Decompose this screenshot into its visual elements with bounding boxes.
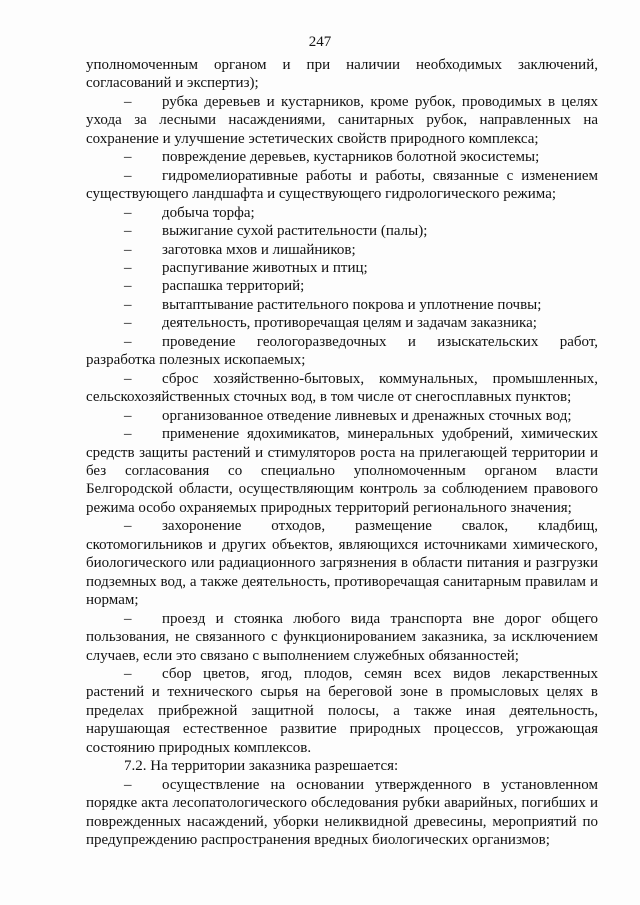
dash-marker: – (124, 370, 132, 387)
dash-marker: – (124, 93, 132, 110)
dash-marker: – (124, 610, 132, 627)
document-body (86, 56, 598, 849)
allowed-list-item (86, 776, 598, 850)
section-heading: 7.2. На территории заказника разрешается: (124, 758, 399, 775)
dash-marker: – (124, 167, 132, 184)
dash-marker: – (124, 204, 132, 221)
list-item-text: применение ядохимикатов, минеральных удобрений, химических средств защиты растений и стимуляторов роста на прилегающей территории и без согласования со специально уполномоченным органом власти Белгородской области, осуществляющим контроль за соблюдением правового режима особо охраняемых природных территорий регионального значения; (86, 426, 598, 516)
list-item-text: проведение геологоразведочных и изыскательских работ, разработка полезных ископаемых; (86, 333, 598, 369)
list-item (86, 296, 598, 314)
list-item-text: захоронение отходов, размещение свалок, кладбищ, скотомогильников и других объектов, являющихся источниками химического, биологического или радиационного загрязнения в области питания и разгрузки подземных вод, а также деятельность, противоречащая санитарным правилам и нормам; (86, 518, 598, 609)
list-item-text: сброс хозяйственно-бытовых, коммунальных, промышленных, сельскохозяйственных сточных вод, в том числе от снегосплавных пунктов; (86, 370, 598, 406)
dash-marker: – (124, 315, 132, 332)
list-item (86, 314, 598, 332)
list-item (86, 407, 598, 425)
allowed-activities-list (86, 776, 598, 850)
dash-marker: – (124, 665, 132, 682)
page-number: 247 (308, 34, 332, 50)
list-item (86, 241, 598, 259)
dash-marker: – (124, 776, 132, 793)
list-item-text: организованное отведение ливневых и дренажных сточных вод; (162, 407, 572, 424)
list-item-text: выжигание сухой растительности (палы); (162, 223, 428, 240)
dash-marker: – (124, 278, 132, 295)
list-item (86, 93, 598, 148)
list-item-text: распугивание животных и птиц; (162, 259, 368, 276)
list-item (86, 517, 598, 609)
dash-marker: – (124, 333, 132, 350)
list-item-text: деятельность, противоречащая целям и задачам заказника; (162, 315, 537, 332)
list-item-text: сбор цветов, ягод, плодов, семян всех видов лекарственных растений и технического сырья на береговой зоне в промысловых целях в пределах прибрежной защитной полосы, а также иная деятельность, нарушающая естественное развитие природных процессов, угрожающая состоянию природных комплексов. (86, 665, 598, 756)
intro-paragraph: уполномоченным органом и при наличии необходимых заключений, согласований и экспертиз); (86, 57, 598, 92)
dash-marker: – (124, 259, 132, 276)
list-item-text: осуществление на основании утвержденного в установленном порядке акта лесопатологического обследования рубки аварийных, погибших и поврежденных насаждений, уборки неликвидной древесины, мероприятий по предупреждению распространения вредных биологических организмов; (86, 776, 598, 849)
list-item-text: повреждение деревьев, кустарников болотной экосистемы; (162, 149, 540, 166)
dash-marker: – (124, 241, 132, 258)
list-item (86, 333, 598, 370)
list-item-text: проезд и стоянка любого вида транспорта вне дорог общего пользования, не связанного с функционированием заказника, за исключением случаев, если это связано с выполнением служебных обязанностей; (86, 610, 598, 664)
list-item-text: распашка территорий; (162, 278, 305, 295)
list-item (86, 204, 598, 222)
dash-marker: – (124, 407, 132, 424)
list-item-text: заготовка мхов и лишайников; (162, 241, 356, 258)
list-item (86, 610, 598, 665)
dash-marker: – (124, 149, 132, 166)
dash-marker: – (124, 296, 132, 313)
list-item (86, 370, 598, 407)
list-item (86, 222, 598, 240)
list-item-text: вытаптывание растительного покрова и уплотнение почвы; (162, 296, 542, 313)
list-item (86, 425, 598, 517)
list-item-text: добыча торфа; (162, 204, 255, 221)
list-item (86, 277, 598, 295)
dash-marker: – (124, 426, 132, 443)
dash-marker: – (124, 518, 132, 535)
list-item-text: гидромелиоративные работы и работы, связанные с изменением существующего ландшафта и существующего гидрологического режима; (86, 167, 598, 203)
list-item (86, 665, 598, 757)
prohibited-activities-list (86, 93, 598, 757)
list-item (86, 167, 598, 204)
list-item-text: рубка деревьев и кустарников, кроме рубок, проводимых в целях ухода за лесными насаждениями, санитарных рубок, направленных на сохранение и улучшение эстетических свойств природного комплекса; (86, 93, 598, 147)
dash-marker: – (124, 223, 132, 240)
list-item (86, 148, 598, 166)
list-item (86, 259, 598, 277)
